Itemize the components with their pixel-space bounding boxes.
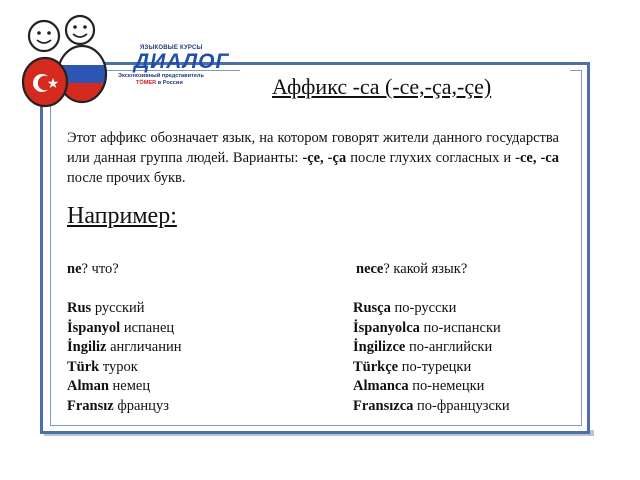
logo-emblem-icon: [20, 8, 120, 108]
intro-bold-1: -çe, -ça: [302, 150, 347, 166]
list-item: [353, 319, 510, 339]
logo-name: ДИАЛОГ: [134, 50, 230, 73]
item-translation: немец: [108, 378, 151, 394]
list-item: [67, 338, 182, 358]
question-left-word: ne: [67, 261, 82, 277]
page-title: Аффикс -ca (-ce,-ça,-çe): [272, 74, 492, 99]
list-item: [67, 397, 182, 417]
list-item: [353, 377, 510, 397]
item-word: İngilizce: [353, 339, 406, 355]
list-item: [67, 319, 182, 339]
item-translation: по-турецки: [398, 358, 472, 375]
item-word: İspanyol: [67, 319, 121, 336]
list-item: [67, 377, 182, 397]
list-item: [353, 358, 510, 378]
list-item: [67, 358, 182, 378]
question-right-rest: ? какой язык?: [383, 261, 468, 277]
logo-line2-rest: в России: [157, 80, 183, 86]
intro-bold-2: -ce, -ca: [515, 150, 559, 166]
logo-line1: Эксклюзивный представитель: [118, 73, 204, 79]
question-right-word: nece: [356, 261, 384, 277]
nationality-list: [67, 299, 182, 416]
item-word: Türkçe: [353, 358, 399, 375]
item-translation: француз: [113, 397, 169, 414]
item-translation: по-английски: [405, 339, 493, 355]
list-item: [67, 299, 182, 319]
item-translation: турок: [99, 358, 138, 375]
intro-text-1: Этот аффикс обозначает язык, на котором говорят жители данного государства или данная группа людей. Варианты:: [67, 130, 559, 166]
item-word: İspanyolca: [353, 319, 420, 336]
logo-line2: [136, 80, 233, 87]
logo-top-text: ЯЗЫКОВЫЕ КУРСЫ: [140, 45, 203, 51]
language-list: [353, 299, 510, 416]
item-word: İngiliz: [67, 339, 107, 355]
item-word: Fransızca: [353, 397, 414, 414]
list-item: [353, 338, 510, 358]
item-translation: по-французски: [413, 397, 510, 414]
list-item: [353, 299, 510, 319]
example-heading: Например:: [67, 203, 177, 229]
list-item: [353, 397, 510, 417]
smiley-head-right-icon: [66, 16, 94, 44]
logo-tomer: TÖMER: [136, 80, 157, 86]
item-word: Fransız: [67, 397, 114, 414]
item-word: Alman: [67, 378, 109, 394]
question-left-rest: ? что?: [81, 261, 119, 277]
item-translation: англичанин: [106, 339, 182, 355]
intro-paragraph: [67, 128, 559, 188]
logo: [20, 8, 235, 113]
intro-text-2: после глухих согласных и: [346, 150, 516, 166]
item-word: Türk: [67, 358, 100, 375]
item-translation: испанец: [120, 319, 175, 336]
question-left: [67, 261, 119, 278]
item-word: Almanca: [353, 378, 409, 394]
item-translation: по-испански: [419, 319, 501, 336]
item-word: Rusça: [353, 300, 391, 316]
item-translation: по-немецки: [408, 378, 485, 394]
intro-text-3: после прочих букв.: [67, 170, 186, 186]
item-word: Rus: [67, 300, 92, 316]
item-translation: по-русски: [390, 300, 457, 316]
question-right: [356, 261, 467, 278]
logo-text: [118, 45, 233, 87]
smiley-head-left-icon: [29, 21, 59, 51]
item-translation: русский: [91, 300, 145, 316]
